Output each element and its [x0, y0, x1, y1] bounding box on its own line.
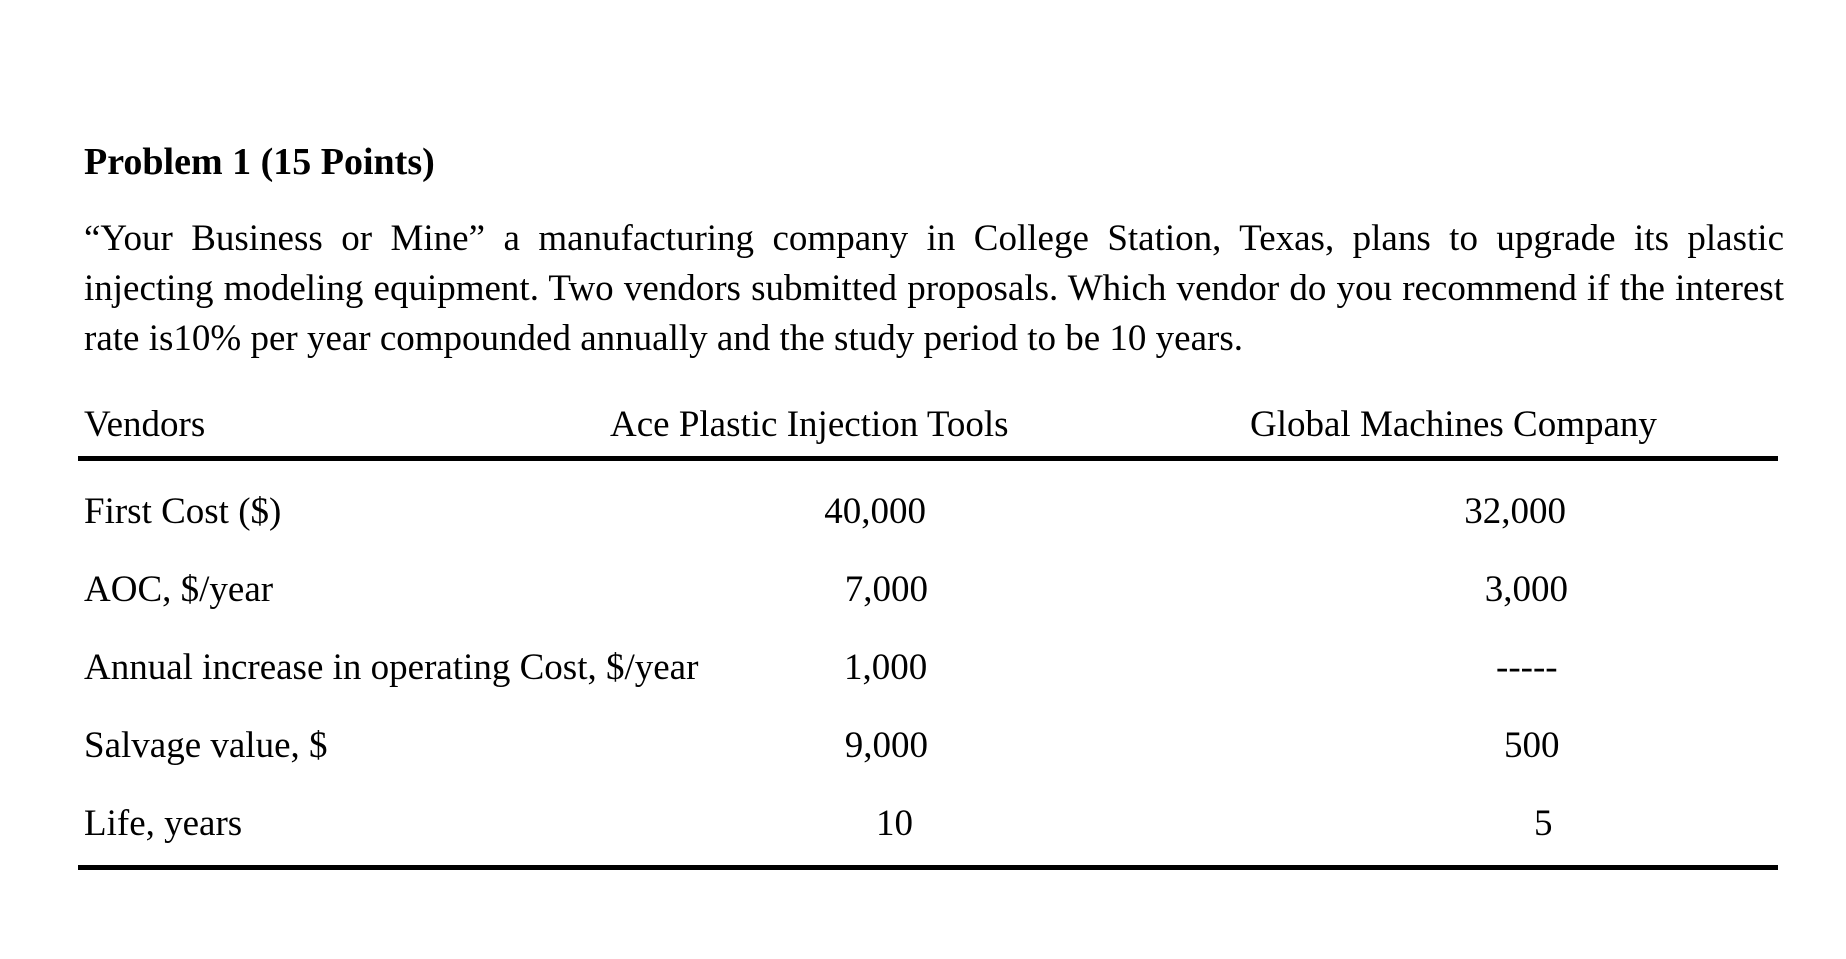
- problem-title: Problem 1 (15 Points): [84, 141, 435, 183]
- table-row-annual-increase: [78, 627, 1778, 705]
- row-label: Salvage value, $: [84, 725, 328, 766]
- global-value: 500: [1504, 725, 1560, 766]
- header-global-machines: Global Machines Company: [1250, 404, 1657, 445]
- table-row-life-years: [78, 783, 1778, 861]
- global-value: 32,000: [1464, 491, 1566, 532]
- problem-document: [84, 140, 1784, 844]
- table-row-first-cost: [78, 471, 1778, 549]
- row-label: AOC, $/year: [84, 569, 274, 610]
- table-header-row: [78, 398, 1778, 461]
- global-value: -----: [1496, 647, 1558, 688]
- ace-value: 10: [876, 803, 913, 844]
- row-label: Annual increase in operating Cost, $/year: [84, 647, 699, 688]
- vendor-comparison-table: [78, 398, 1778, 870]
- row-label: First Cost ($): [84, 491, 282, 532]
- header-ace-plastic: Ace Plastic Injection Tools: [610, 404, 1009, 445]
- ace-value: 9,000: [844, 725, 928, 766]
- global-value: 5: [1534, 803, 1553, 844]
- table-bottom-rule: [78, 865, 1778, 870]
- global-value: 3,000: [1484, 569, 1568, 610]
- row-label: Life, years: [84, 803, 243, 844]
- ace-value: 40,000: [824, 491, 926, 532]
- ace-value: 1,000: [844, 647, 928, 688]
- table-row-salvage-value: [78, 705, 1778, 783]
- ace-value: 7,000: [844, 569, 928, 610]
- header-vendors: Vendors: [84, 404, 206, 445]
- problem-statement: “Your Business or Mine” a manufacturing company in College Station, Texas, plans to upgrade its plastic injecting modeling equipment. Two vendors submitted proposals. Which vendor do you recommend if the interest rate is10% per year compounded annually and the study period to be 10 years.: [84, 217, 1784, 359]
- table-row-aoc: [78, 549, 1778, 627]
